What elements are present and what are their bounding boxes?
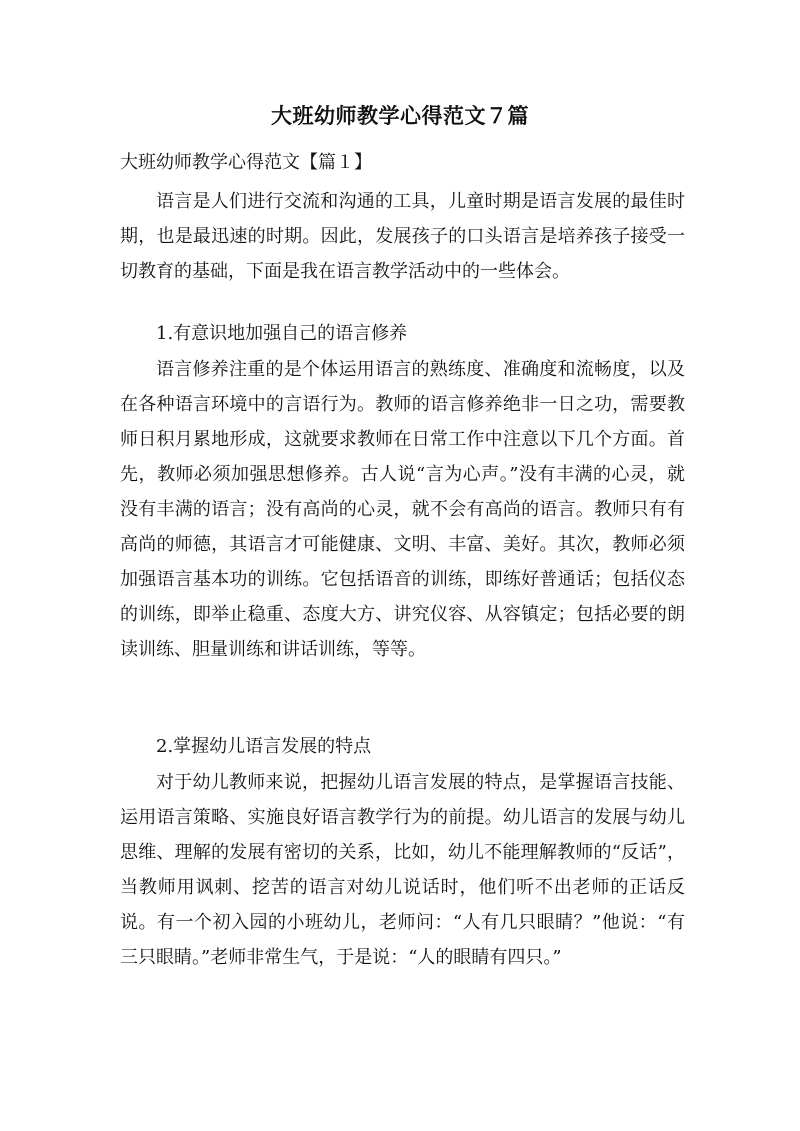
item2-heading: 2.掌握幼儿语言发展的特点 [156, 736, 372, 757]
item1-paragraph-block [120, 352, 685, 667]
item2-paragraph: 对于幼儿教师来说，把握幼儿语言发展的特点，是掌握语言技能、运用语言策略、实施良好语言教学行为的前提。幼儿语言的发展与幼儿思维、理解的发展有密切的关系，比如，幼儿不能理解教师的“反话”，当教师用讽刺、挖苦的语言对幼儿说话时，他们听不出老师的正话反说。有一个初入园的小班幼儿，老师问：“人有几只眼睛？”他说：“有三只眼睛。”老师非常生气，于是说：“人的眼睛有四只。” [120, 772, 685, 968]
document-title: 大班幼师教学心得范文７篇 [271, 103, 529, 128]
item1-paragraph: 语言修养注重的是个体运用语言的熟练度、准确度和流畅度，以及在各种语言环境中的言语行为。教师的语言修养绝非一日之功，需要教师日积月累地形成，这就要求教师在日常工作中注意以下几个方面。首先，教师必须加强思想修养。古人说“言为心声。”没有丰满的心灵，就没有丰满的语言；没有高尚的心灵，就不会有高尚的语言。教师只有有高尚的师德，其语言才可能健康、文明、丰富、美好。其次，教师必须加强语言基本功的训练。它包括语音的训练，即练好普通话；包括仪态的训练，即举止稳重、态度大方、讲究仪容、从容镇定；包括必要的朗读训练、胆量训练和讲话训练，等等。 [120, 359, 685, 660]
item2-paragraph-block [120, 765, 685, 975]
item2-heading-block [120, 729, 685, 764]
item1-heading-block [120, 316, 685, 351]
section-heading: 大班幼师教学心得范文【篇１】 [120, 152, 372, 173]
item1-heading: 1.有意识地加强自己的语言修养 [156, 323, 408, 344]
intro-paragraph: 语言是人们进行交流和沟通的工具，儿童时期是语言发展的最佳时期，也是最迅速的时期。因此，发展孩子的口头语言是培养孩子接受一切教育的基础，下面是我在语言教学活动中的一些体会。 [120, 191, 685, 282]
intro-paragraph-block [120, 184, 685, 289]
